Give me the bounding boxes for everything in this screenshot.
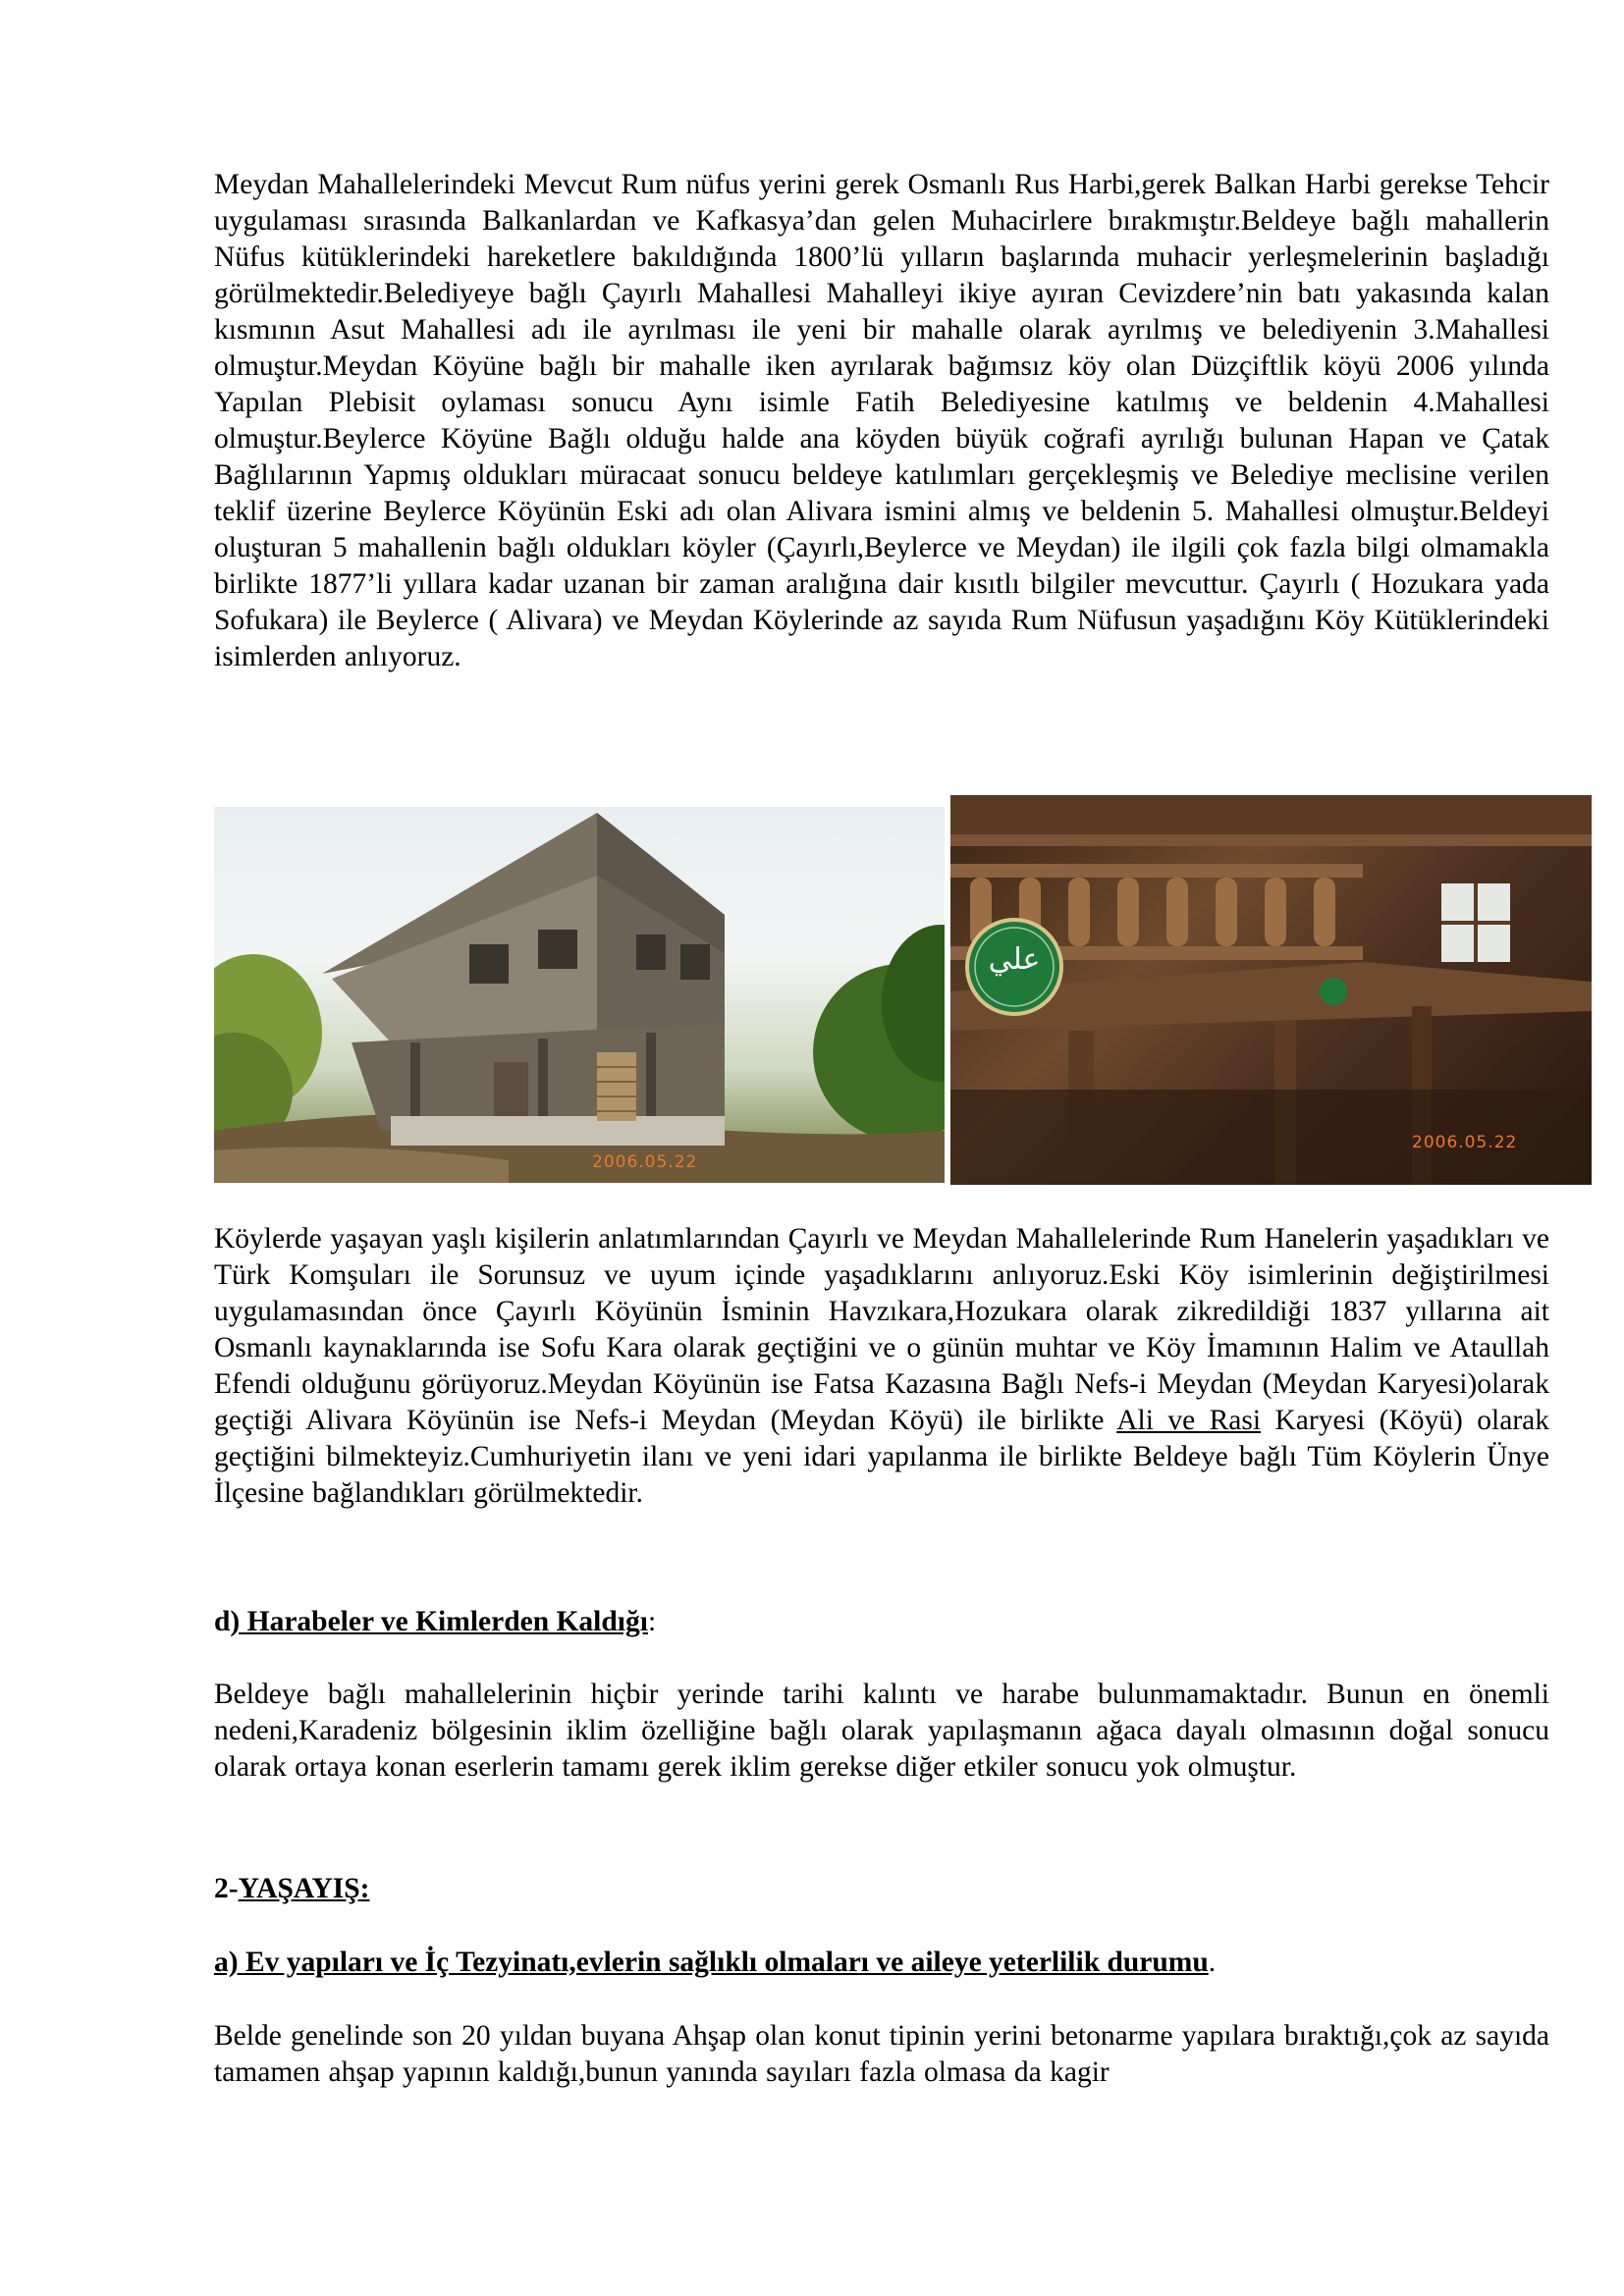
heading-title: Harabeler ve Kimlerden Kaldığı: [240, 1606, 648, 1637]
subsection-title: a) Ev yapıları ve İç Tezyinatı,evlerin sağlıklı olmaları ve aileye yeterlilik durumu: [214, 1947, 1209, 1978]
section-title: YAŞAYIŞ:: [238, 1873, 370, 1904]
paragraph-text: Beldeye bağlı mahallelerinin hiçbir yerinde tarihi kalıntı ve harabe bulunmamaktadır. Bunun en önemli nedeni,Karadeniz bölgesinin iklim özelliğine bağlı olarak yapılaşmanın ağaca dayalı olmasının doğal sonucu olarak ortaya konan eserlerin tamamı gerek iklim gerekse diğer etkiler sonucu yok olmuştur.: [214, 1679, 1549, 1783]
heading-paren: ): [230, 1606, 241, 1637]
paragraph-ruins: [214, 1677, 1549, 1786]
paragraph-rum-population: [214, 167, 1549, 675]
paragraph-text-part: Köylerde yaşayan yaşlı kişilerin anlatımlarından Çayırlı ve Meydan Mahallelerinde Rum Hanelerin yaşadıkları ve Türk Komşuları ile Sorunsuz ve uyum içinde yaşadıklarını anlıyoruz.Eski Köy isimlerinin değiştirilmesi uygulamasından önce Çayırlı Köyünün İsminin Havzıkara,Hozukara olarak zikredildiği 1837 yıllarına ait Osmanlı kaynaklarında ise Sofu Kara olarak geçtiğini ve o günün muhtar ve Köy İmamının Halim ve Ataullah Efendi olduğunu görüyoruz.Meydan Köyünün ise Fatsa Kazasına Bağlı Nefs-i Meydan (Meydan Karyesi)olarak geçtiği Alivara Köyünün ise Nefs-i Meydan (Meydan Köyü) ile birlikte: [214, 1223, 1549, 1436]
heading-letter: d: [214, 1606, 231, 1637]
paragraph-text-part: Karyesi (Köyü) olarak geçtiğini bilmekteyiz.Cumhuriyetin ilanı ve yeni idari yapılanma ile birlikte Beldeye bağlı Tüm Köylerin Ünye İlçesine bağlandıkları görülmektedir.: [214, 1405, 1549, 1509]
heading-section-2: [214, 1871, 1549, 1907]
subsection-dot: .: [1208, 1947, 1217, 1978]
wooden-house-drawing: [214, 807, 945, 1183]
medallion-calligraphy: علي: [988, 942, 1041, 977]
photo-date-stamp: 2006.05.22: [1412, 1133, 1518, 1152]
heading-subsection-a: [214, 1945, 1549, 1981]
wooden-house-photo: [214, 807, 945, 1183]
paragraph-text: Meydan Mahallelerindeki Mevcut Rum nüfus yerini gerek Osmanlı Rus Harbi,gerek Balkan Harbi gerekse Tehcir uygulaması sırasında Balkanlardan ve Kafkasya’dan gelen Muhacirlere bırakmıştır.Beldeye bağlı mahallerin Nüfus kütüklerindeki hareketlere bakıldığında 1800’lü yılların başlarında muhacir yerleşmelerinin başladığı görülmektedir.Belediyeye bağlı Çayırlı Mahallesi Mahalleyi ikiye ayıran Cevizdere’nin batı yakasında kalan kısmının Asut Mahallesi adı ile ayrılması ile yeni bir mahalle olarak ayrılmış ve belediyenin 3.Mahallesi olmuştur.Meydan Köyüne bağlı bir mahalle iken ayrılarak bağımsız köy olan Düzçiftlik köyü 2006 yılında Yapılan Plebisit oylaması sonucu Aynı isimle Fatih Belediyesine katılmış ve beldenin 4.Mahallesi olmuştur.Beylerce Köyüne Bağlı olduğu halde ana köyden büyük coğrafi ayrılığı bulunan Hapan ve Çatak Bağlılarının Yapmış oldukları müracaat sonucu beldeye katılımları gerçekleşmiş ve Belediye meclisine verilen teklif üzerine Beylerce Köyünün Eski adı olan Alivara ismini almış ve beldenin 5. Mahallesi olmuştur.Beldeyi oluşturan 5 mahallenin bağlı oldukları köyler (Çayırlı,Beylerce ve Meydan) ile ilgili çok fazla bilgi olmamakla birlikte 1877’li yıllara kadar uzanan bir zaman aralığına dair kısıtlı bilgiler mevcuttur. Çayırlı ( Hozukara yada Sofukara) ile Beylerce ( Alivara) ve Meydan Köylerinde az sayıda Rum Nüfusun yaşadığını Köy Kütüklerindeki isimlerden anlıyoruz.: [214, 169, 1549, 672]
paragraph-text: [214, 1221, 1549, 1512]
section-number: 2-: [214, 1873, 239, 1904]
paragraph-village-history: [214, 1221, 1549, 1512]
ali-ve-rasi-link: Ali ve Rasi: [1116, 1405, 1262, 1436]
heading-ruins: [214, 1604, 1549, 1640]
mosque-interior-photo: [950, 795, 1592, 1185]
heading-colon: :: [647, 1606, 657, 1637]
paragraph-text: Belde genelinde son 20 yıldan buyana Ahşap olan konut tipinin yerini betonarme yapılara bıraktığı,çok az sayıda tamamen ahşap yapının kaldığı,bunun yanında sayıları fazla olmasa da kagir: [214, 2020, 1549, 2088]
photo-date-stamp: 2006.05.22: [592, 1152, 698, 1172]
paragraph-housing: [214, 2018, 1549, 2091]
mosque-interior-drawing: [950, 795, 1592, 1185]
